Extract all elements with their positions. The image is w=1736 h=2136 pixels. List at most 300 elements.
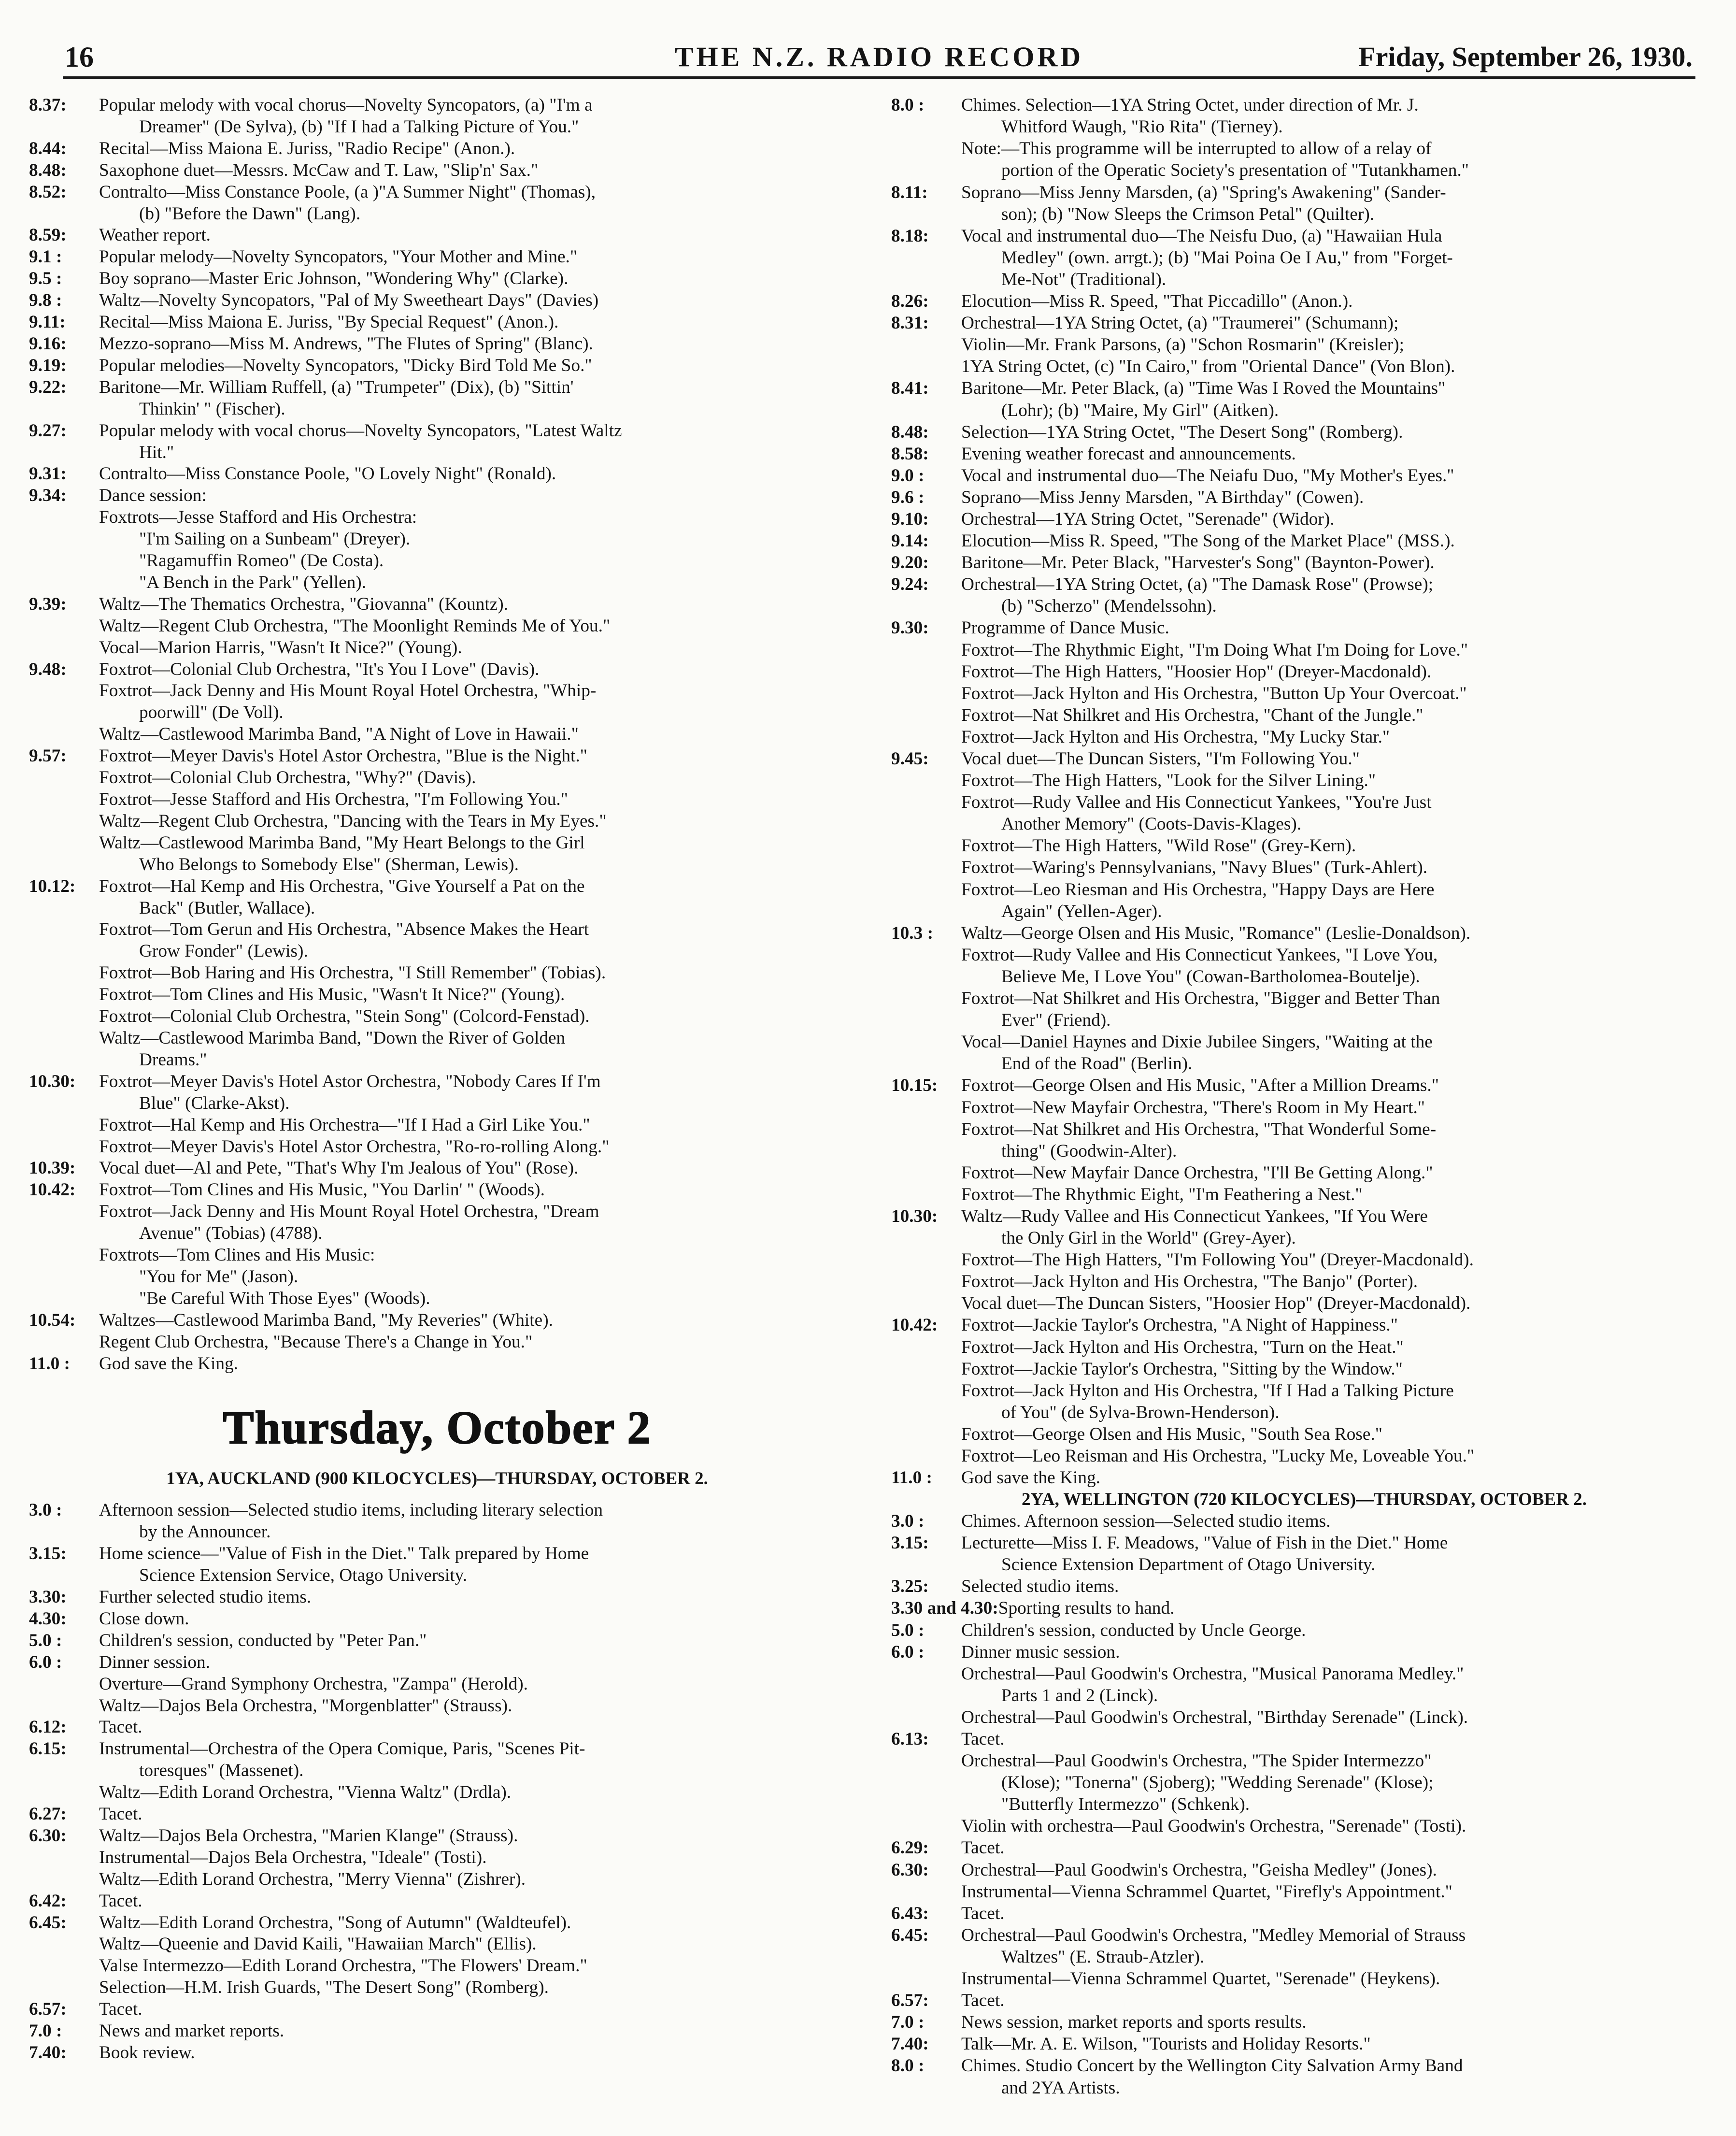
programme-entry: Foxtrots—Jesse Stafford and His Orchestra: — [99, 507, 417, 528]
programme-entry: Foxtrot—Jack Denny and His Mount Royal Hotel Orchestra, "Whip- — [99, 681, 597, 701]
programme-time: 7.40: — [891, 2034, 929, 2054]
programme-entry: Waltz—Castlewood Marimba Band, "A Night of Love in Hawaii." — [99, 724, 579, 745]
programme-line — [891, 748, 1717, 770]
programme-time: 9.48: — [29, 659, 67, 679]
programme-entry: Waltz—Regent Club Orchestra, "The Moonlight Reminds Me of You." — [99, 616, 611, 636]
issue-date: Friday, September 26, 1930. — [1358, 41, 1693, 72]
programme-entry: Foxtrot—Jack Hylton and His Orchestra, "Button Up Your Overcoat." — [961, 683, 1467, 703]
programme-entry: by the Announcer. — [139, 1522, 271, 1542]
programme-line — [891, 1642, 1717, 1663]
programme-line — [29, 854, 845, 876]
programme-entry: Foxtrot—Nat Shilkret and His Orchestra, "Bigger and Better Than — [961, 989, 1440, 1009]
programme-entry: Popular melody with vocal chorus—Novelty Syncopators, (a) "I'm a — [99, 95, 593, 115]
programme-entry: Tacet. — [99, 1804, 142, 1824]
programme-line — [891, 1206, 1717, 1228]
programme-line — [891, 422, 1717, 444]
programme-time: 3.30: — [29, 1587, 67, 1607]
programme-time: 6.42: — [29, 1891, 67, 1911]
programme-time: 6.43: — [891, 1903, 929, 1923]
programme-list-2ya — [891, 1511, 1717, 2099]
programme-line — [29, 1006, 845, 1028]
programme-entry: Tacet. — [99, 1999, 142, 2020]
programme-entry: Science Extension Department of Otago University. — [1001, 1555, 1376, 1575]
programme-entry: Tacet. — [961, 1991, 1005, 2011]
programme-time: 9.6 : — [891, 487, 925, 507]
programme-entry: Foxtrot—Jack Hylton and His Orchestra, "Turn on the Heat." — [961, 1337, 1404, 1357]
programme-line — [29, 1288, 845, 1310]
programme-line — [891, 1925, 1717, 1947]
programme-line — [891, 1337, 1717, 1359]
programme-line — [891, 313, 1717, 334]
programme-entry: Valse Intermezzo—Edith Lorand Orchestra, "The Flowers' Dream." — [99, 1956, 587, 1976]
programme-entry: Waltzes" (E. Straub-Atzler). — [1001, 1947, 1205, 1967]
programme-line — [29, 941, 845, 962]
programme-entry: Medley" (own. arrgt.); (b) "Mai Poina Oe I Au," from "Forget- — [1001, 247, 1453, 268]
programme-entry: Chimes. Afternoon session—Selected studio items. — [961, 1511, 1331, 1532]
programme-line — [29, 1977, 845, 1999]
programme-entry: Elocution—Miss R. Speed, "The Song of the Market Place" (MSS.). — [961, 531, 1455, 551]
programme-line — [29, 1136, 845, 1158]
programme-line — [29, 1587, 845, 1608]
programme-line — [29, 789, 845, 811]
programme-entry: Parts 1 and 2 (Linck). — [1001, 1685, 1158, 1706]
programme-line — [29, 182, 845, 203]
programme-entry: Foxtrot—The High Hatters, "Hoosier Hop" (Dreyer-Macdonald). — [961, 661, 1432, 682]
programme-entry: Foxtrot—New Mayfair Dance Orchestra, "I'll Be Getting Along." — [961, 1162, 1433, 1183]
programme-line — [29, 832, 845, 854]
masthead-title: THE N.Z. RADIO RECORD — [674, 41, 1084, 72]
programme-entry: Waltz—Queenie and David Kaili, "Hawaiian March" (Ellis). — [99, 1934, 537, 1954]
programme-line — [891, 1881, 1717, 1903]
programme-entry: Foxtrot—Colonial Club Orchestra, "Why?" (Davis). — [99, 768, 476, 788]
programme-line — [891, 378, 1717, 400]
programme-entry: Foxtrot—George Olsen and His Music, "After a Million Dreams." — [961, 1075, 1439, 1096]
programme-time: 10.30: — [891, 1206, 938, 1226]
page-header — [63, 39, 1695, 79]
programme-line — [29, 745, 845, 767]
programme-entry: Foxtrot—Tom Gerun and His Orchestra, "Absence Makes the Heart — [99, 919, 589, 940]
programme-time: 6.57: — [29, 1999, 67, 2020]
programme-line — [891, 792, 1717, 814]
programme-line — [29, 702, 845, 724]
programme-entry: Boy soprano—Master Eric Johnson, "Wondering Why" (Clarke). — [99, 269, 569, 289]
programme-time: 7.40: — [29, 2043, 67, 2063]
programme-entry: Dance session: — [99, 486, 207, 506]
programme-line — [891, 661, 1717, 683]
programme-line — [891, 1249, 1717, 1271]
programme-time: 5.0 : — [29, 1630, 62, 1650]
programme-line — [29, 2042, 845, 2064]
programme-entry: Foxtrot—The High Hatters, "I'm Following You" (Dreyer-Macdonald). — [961, 1250, 1474, 1270]
programme-entry: Foxtrot—The Rhythmic Eight, "I'm Feathering a Nest." — [961, 1184, 1363, 1204]
programme-entry: "Butterfly Intermezzo" (Schkenk). — [1001, 1794, 1250, 1815]
programme-line — [891, 1271, 1717, 1293]
programme-entry: Foxtrot—Meyer Davis's Hotel Astor Orchestra, "Nobody Cares If I'm — [99, 1071, 601, 1091]
programme-line — [29, 246, 845, 268]
programme-line — [891, 1837, 1717, 1859]
programme-entry: God save the King. — [99, 1353, 238, 1374]
programme-time: 6.29: — [891, 1838, 929, 1858]
programme-time: 8.37: — [29, 95, 67, 115]
programme-line — [29, 399, 845, 420]
programme-line — [29, 1869, 845, 1891]
programme-line — [29, 962, 845, 984]
programme-line — [891, 138, 1717, 160]
programme-line — [891, 1010, 1717, 1032]
programme-line — [29, 1912, 845, 1934]
programme-line — [891, 1424, 1717, 1446]
programme-line — [29, 442, 845, 464]
programme-line — [891, 617, 1717, 639]
programme-line — [891, 923, 1717, 945]
programme-time: 10.42: — [29, 1180, 76, 1200]
programme-entry: thing" (Goodwin-Alter). — [1001, 1141, 1177, 1161]
programme-entry: Waltz—Edith Lorand Orchestra, "Song of Autumn" (Waldteufel). — [99, 1912, 571, 1933]
programme-line — [891, 596, 1717, 617]
programme-entry: Regent Club Orchestra, "Because There's a Change in You." — [99, 1332, 533, 1352]
programme-entry: Close down. — [99, 1608, 189, 1629]
programme-entry: Foxtrot—Meyer Davis's Hotel Astor Orchestra, "Ro-ro-rolling Along." — [99, 1136, 610, 1157]
programme-entry: Popular melodies—Novelty Syncopators, "Dicky Bird Told Me So." — [99, 355, 592, 375]
programme-line — [29, 1093, 845, 1115]
programme-entry: Me-Not" (Traditional). — [1001, 269, 1167, 289]
programme-entry: son); (b) "Now Sleeps the Crimson Petal" (Quilter). — [1001, 204, 1375, 224]
programme-line — [891, 1707, 1717, 1729]
programme-line — [29, 1332, 845, 1353]
programme-entry: Talk—Mr. A. E. Wilson, "Tourists and Holiday Resorts." — [961, 2034, 1371, 2054]
programme-line — [891, 705, 1717, 727]
programme-line — [891, 1097, 1717, 1119]
programme-entry: Contralto—Miss Constance Poole, (a )"A Summer Night" (Thomas), — [99, 182, 596, 202]
programme-entry: Violin—Mr. Frank Parsons, (a) "Schon Rosmarin" (Kreisler); — [961, 335, 1404, 355]
programme-line — [29, 1847, 845, 1869]
programme-line — [891, 1816, 1717, 1837]
programme-time: 9.22: — [29, 377, 67, 397]
programme-line — [29, 767, 845, 789]
programme-entry: Saxophone duet—Messrs. McCaw and T. Law, "Slip'n' Sax." — [99, 160, 539, 180]
programme-time: 3.0 : — [891, 1511, 925, 1532]
programme-entry: "Be Careful With Those Eyes" (Woods). — [139, 1288, 430, 1308]
programme-line — [29, 160, 845, 182]
programme-entry: Orchestral—Paul Goodwin's Orchestra, "Musical Panorama Medley." — [961, 1663, 1464, 1684]
programme-entry: "A Bench in the Park" (Yellen). — [139, 572, 367, 592]
programme-entry: portion of the Operatic Society's presentation of "Tutankhamen." — [1001, 160, 1469, 181]
programme-entry: Foxtrot—Colonial Club Orchestra, "Stein Song" (Colcord-Fenstad). — [99, 1006, 590, 1027]
programme-entry: Vocal and instrumental duo—The Neisfu Duo, (a) "Hawaiian Hula — [961, 226, 1442, 246]
programme-line — [29, 507, 845, 529]
programme-line — [29, 203, 845, 225]
programme-line — [891, 2034, 1717, 2055]
programme-line — [29, 616, 845, 637]
programme-time: 9.39: — [29, 594, 67, 614]
programme-entry: Foxtrot—Jack Hylton and His Orchestra, "My Lucky Star." — [961, 727, 1390, 747]
programme-entry: Foxtrot—Rudy Vallee and His Connecticut Yankees, "I Love You, — [961, 945, 1438, 965]
programme-entry: Science Extension Service, Otago University. — [139, 1565, 468, 1586]
programme-entry: Children's session, conducted by "Peter Pan." — [99, 1630, 427, 1650]
programme-line — [891, 727, 1717, 748]
programme-line — [29, 1782, 845, 1804]
programme-line — [29, 268, 845, 290]
station-heading-2ya: 2YA, WELLINGTON (720 KILOCYCLES)—THURSDAY, OCTOBER 2. — [1022, 1490, 1587, 1509]
left-column — [29, 95, 845, 2064]
programme-line — [29, 1674, 845, 1695]
programme-time: 7.0 : — [891, 2012, 925, 2033]
programme-time: 8.52: — [29, 182, 67, 202]
programme-time: 10.42: — [891, 1315, 938, 1335]
programme-line — [29, 637, 845, 659]
programme-entry: Home science—"Value of Fish in the Diet." Talk prepared by Home — [99, 1544, 589, 1564]
programme-entry: Vocal and instrumental duo—The Neiafu Duo, "My Mother's Eyes." — [961, 465, 1454, 486]
programme-line — [29, 116, 845, 138]
programme-entry: Foxtrots—Tom Clines and His Music: — [99, 1245, 375, 1265]
programme-time: 8.11: — [891, 182, 928, 202]
programme-line — [29, 1201, 845, 1223]
programme-time: 6.57: — [891, 1991, 929, 2011]
programme-line — [891, 269, 1717, 291]
programme-line — [891, 1032, 1717, 1053]
programme-line — [29, 1695, 845, 1717]
station-heading-1ya: 1YA, AUCKLAND (900 KILOCYCLES)—THURSDAY, OCTOBER 2. — [166, 1469, 708, 1489]
programme-line — [891, 1380, 1717, 1402]
programme-line — [891, 1162, 1717, 1184]
programme-entry: Baritone—Mr. Peter Black, (a) "Time Was I Roved the Mountains" — [961, 378, 1446, 399]
programme-time: 8.44: — [29, 138, 67, 158]
programme-time: 7.0 : — [29, 2021, 62, 2041]
programme-entry: 1YA String Octet, (c) "In Cairo," from "Oriental Dance" (Von Blon). — [961, 357, 1455, 377]
programme-entry: Instrumental—Vienna Schrammel Quartet, "Serenade" (Heykens). — [961, 1969, 1440, 1989]
programme-time: 11.0 : — [891, 1468, 932, 1488]
programme-line — [891, 2012, 1717, 2034]
programme-line — [891, 1511, 1717, 1533]
programme-entry: Orchestral—1YA String Octet, "Serenade" (Widor). — [961, 509, 1335, 529]
programme-time: 10.15: — [891, 1075, 938, 1096]
programme-entry: Waltz—Edith Lorand Orchestra, "Vienna Waltz" (Drdla). — [99, 1782, 512, 1803]
programme-line — [29, 984, 845, 1006]
programme-time: 6.0 : — [891, 1642, 925, 1662]
programme-line — [29, 1115, 845, 1136]
programme-line — [891, 1228, 1717, 1249]
programme-time: 6.30: — [891, 1860, 929, 1880]
programme-entry: Dinner music session. — [961, 1642, 1120, 1662]
programme-line — [891, 509, 1717, 530]
programme-entry: Vocal duet—Al and Pete, "That's Why I'm Jealous of You" (Rose). — [99, 1158, 579, 1178]
programme-line — [29, 1565, 845, 1587]
programme-time: 8.58: — [891, 444, 929, 464]
programme-line — [891, 814, 1717, 835]
programme-entry: Waltz—The Thematics Orchestra, "Giovanna" (Kountz). — [99, 594, 508, 614]
programme-entry: Foxtrot—Waring's Pennsylvanians, "Navy Blues" (Turk-Ahlert). — [961, 858, 1428, 878]
programme-line — [891, 1141, 1717, 1162]
programme-line — [891, 1184, 1717, 1206]
programme-time: 6.12: — [29, 1717, 67, 1737]
programme-entry: Foxtrot—Meyer Davis's Hotel Astor Orchestra, "Blue is the Night." — [99, 746, 587, 766]
programme-time: 6.45: — [29, 1912, 67, 1933]
programme-line — [891, 1620, 1717, 1642]
programme-line — [29, 1955, 845, 1977]
programme-line — [29, 1179, 845, 1201]
programme-entry: End of the Road" (Berlin). — [1001, 1054, 1193, 1074]
programme-entry: Waltz—Dajos Bela Orchestra, "Marien Klange" (Strauss). — [99, 1825, 518, 1846]
programme-line — [29, 1158, 845, 1179]
programme-line — [891, 1554, 1717, 1576]
programme-time: 8.59: — [29, 225, 67, 245]
programme-entry: Foxtrot—Tom Clines and His Music, "Wasn't It Nice?" (Young). — [99, 985, 565, 1005]
programme-entry: Waltz—Rudy Vallee and His Connecticut Yankees, "If You Were — [961, 1206, 1428, 1226]
programme-entry: Afternoon session—Selected studio items, including literary selection — [99, 1500, 603, 1520]
programme-time: 10.30: — [29, 1071, 76, 1091]
programme-line — [29, 659, 845, 681]
programme-line — [29, 550, 845, 572]
programme-line — [891, 1053, 1717, 1075]
right-column — [891, 95, 1717, 2099]
programme-time: 8.41: — [891, 378, 929, 399]
programme-line — [891, 226, 1717, 247]
programme-time: 9.16: — [29, 333, 67, 354]
programme-line — [891, 835, 1717, 857]
programme-line — [29, 529, 845, 550]
programme-entry: Dreamer" (De Sylva), (b) "If I had a Talking Picture of You." — [139, 116, 579, 137]
programme-time: 8.26: — [891, 291, 929, 312]
programme-line — [29, 1245, 845, 1266]
programme-entry: Tacet. — [99, 1891, 142, 1911]
programme-entry: Foxtrot—Jackie Taylor's Orchestra, "Sitting by the Window." — [961, 1359, 1403, 1379]
programme-line — [29, 355, 845, 377]
programme-entry: Recital—Miss Maiona E. Juriss, "By Special Request" (Anon.). — [99, 312, 559, 332]
programme-line — [29, 95, 845, 116]
programme-line — [891, 2078, 1717, 2099]
programme-entry: Foxtrot—Leo Riesman and His Orchestra, "Happy Days are Here — [961, 879, 1435, 900]
programme-time: 9.27: — [29, 420, 67, 441]
programme-line — [891, 291, 1717, 313]
programme-time: 6.30: — [29, 1825, 67, 1846]
programme-entry: Foxtrot—The High Hatters, "Look for the Silver Lining." — [961, 771, 1376, 791]
programme-list-1ya-afternoon — [29, 1500, 845, 2064]
programme-line — [29, 333, 845, 355]
programme-time: 6.0 : — [29, 1652, 62, 1672]
programme-entry: Orchestral—1YA String Octet, (a) "Traumerei" (Schumann); — [961, 313, 1399, 333]
programme-line — [29, 919, 845, 941]
programme-line — [891, 1794, 1717, 1816]
programme-line — [891, 552, 1717, 574]
programme-entry: Waltz—Novelty Syncopators, "Pal of My Sweetheart Days" (Davies) — [99, 290, 599, 311]
programme-entry: Sporting results to hand. — [998, 1598, 1175, 1619]
programme-time: 11.0 : — [29, 1353, 70, 1374]
programme-entry: (Lohr); (b) "Maire, My Girl" (Aitken). — [1001, 400, 1279, 420]
programme-entry: Foxtrot—Hal Kemp and His Orchestra—"If I Had a Girl Like You." — [99, 1115, 590, 1135]
programme-line — [891, 160, 1717, 182]
programme-entry: Instrumental—Vienna Schrammel Quartet, "Firefly's Appointment." — [961, 1881, 1452, 1902]
programme-line — [29, 1071, 845, 1093]
programme-line — [29, 1630, 845, 1652]
programme-line — [891, 1402, 1717, 1424]
programme-time: 8.18: — [891, 226, 929, 246]
programme-entry: Popular melody with vocal chorus—Novelty Syncopators, "Latest Waltz — [99, 420, 622, 441]
programme-time: 4.30: — [29, 1608, 67, 1629]
programme-line — [891, 1750, 1717, 1772]
programme-line — [891, 1293, 1717, 1315]
programme-entry: Tacet. — [961, 1838, 1005, 1858]
programme-entry: Instrumental—Dajos Bela Orchestra, "Ideale" (Tosti). — [99, 1847, 487, 1867]
programme-time: 10.3 : — [891, 923, 934, 943]
programme-entry: Foxtrot—Jack Hylton and His Orchestra, "The Banjo" (Porter). — [961, 1272, 1418, 1292]
programme-line — [891, 1990, 1717, 2012]
programme-line — [891, 1663, 1717, 1685]
programme-entry: and 2YA Artists. — [1001, 2078, 1120, 2098]
programme-entry: poorwill" (De Voll). — [139, 702, 284, 723]
programme-entry: Foxtrot—George Olsen and His Music, "South Sea Rose." — [961, 1424, 1382, 1444]
programme-entry: Again" (Yellen-Ager). — [1001, 901, 1162, 921]
programme-entry: Waltz—George Olsen and His Music, "Romance" (Leslie-Donaldson). — [961, 923, 1471, 943]
programme-entry: Waltzes—Castlewood Marimba Band, "My Reveries" (White). — [99, 1310, 553, 1330]
programme-line — [891, 1860, 1717, 1881]
programme-time: 9.30: — [891, 618, 929, 638]
programme-line — [29, 1825, 845, 1847]
programme-line — [891, 1729, 1717, 1750]
programme-entry: Evening weather forecast and announcements. — [961, 444, 1296, 464]
programme-entry: Programme of Dance Music. — [961, 618, 1169, 638]
programme-entry: Tacet. — [961, 1903, 1005, 1923]
programme-time: 3.30 and 4.30: — [891, 1598, 998, 1619]
programme-line — [29, 1738, 845, 1760]
programme-line — [29, 1353, 845, 1375]
programme-entry: Blue" (Clarke-Akst). — [139, 1093, 290, 1113]
programme-entry: Instrumental—Orchestra of the Opera Comique, Paris, "Scenes Pit- — [99, 1739, 585, 1759]
programme-entry: Foxtrot—Colonial Club Orchestra, "It's You I Love" (Davis). — [99, 659, 540, 679]
programme-line — [891, 334, 1717, 356]
programme-entry: Back" (Butler, Wallace). — [139, 898, 315, 918]
programme-line — [29, 290, 845, 312]
programme-line — [891, 1576, 1717, 1598]
programme-entry: the Only Girl in the World" (Grey-Ayer). — [1001, 1228, 1296, 1248]
programme-line — [891, 444, 1717, 465]
programme-time: 6.45: — [891, 1925, 929, 1945]
programme-line — [29, 138, 845, 160]
programme-entry: Contralto—Miss Constance Poole, "O Lovely Night" (Ronald). — [99, 464, 556, 484]
programme-entry: Waltz—Edith Lorand Orchestra, "Merry Vienna" (Zishrer). — [99, 1869, 526, 1889]
programme-line — [891, 901, 1717, 923]
programme-line — [891, 683, 1717, 705]
programme-entry: Thinkin' " (Fischer). — [139, 399, 285, 419]
programme-line — [891, 1446, 1717, 1467]
programme-time: 9.45: — [891, 749, 929, 769]
programme-time: 10.39: — [29, 1158, 76, 1178]
programme-entry: Whitford Waugh, "Rio Rita" (Tierney). — [1001, 117, 1283, 137]
programme-entry: Orchestral—1YA String Octet, (a) "The Damask Rose" (Prowse); — [961, 574, 1434, 595]
programme-entry: Children's session, conducted by Uncle George. — [961, 1620, 1306, 1640]
programme-list-continued — [29, 95, 845, 1375]
programme-entry: Dinner session. — [99, 1652, 210, 1672]
programme-entry: "You for Me" (Jason). — [139, 1266, 299, 1287]
programme-time: 9.1 : — [29, 247, 62, 267]
programme-entry: Selected studio items. — [961, 1577, 1119, 1597]
programme-entry: of You" (de Sylva-Brown-Henderson). — [1001, 1402, 1280, 1422]
programme-line — [891, 247, 1717, 269]
programme-line — [29, 1760, 845, 1782]
programme-entry: Grow Fonder" (Lewis). — [139, 941, 308, 961]
programme-line — [891, 1467, 1717, 1489]
programme-entry: Foxtrot—Tom Clines and His Music, "You Darlin' " (Woods). — [99, 1180, 545, 1200]
programme-line — [891, 2055, 1717, 2077]
programme-time: 9.11: — [29, 312, 66, 332]
programme-entry: Recital—Miss Maiona E. Juriss, "Radio Recipe" (Anon.). — [99, 138, 515, 158]
programme-time: 10.54: — [29, 1310, 76, 1330]
programme-entry: Waltz—Dajos Bela Orchestra, "Morgenblatter" (Strauss). — [99, 1695, 512, 1716]
programme-line — [29, 1934, 845, 1955]
programme-line — [891, 1359, 1717, 1380]
programme-time: 9.20: — [891, 553, 929, 573]
programme-entry: Tacet. — [961, 1729, 1005, 1749]
programme-line — [891, 879, 1717, 901]
